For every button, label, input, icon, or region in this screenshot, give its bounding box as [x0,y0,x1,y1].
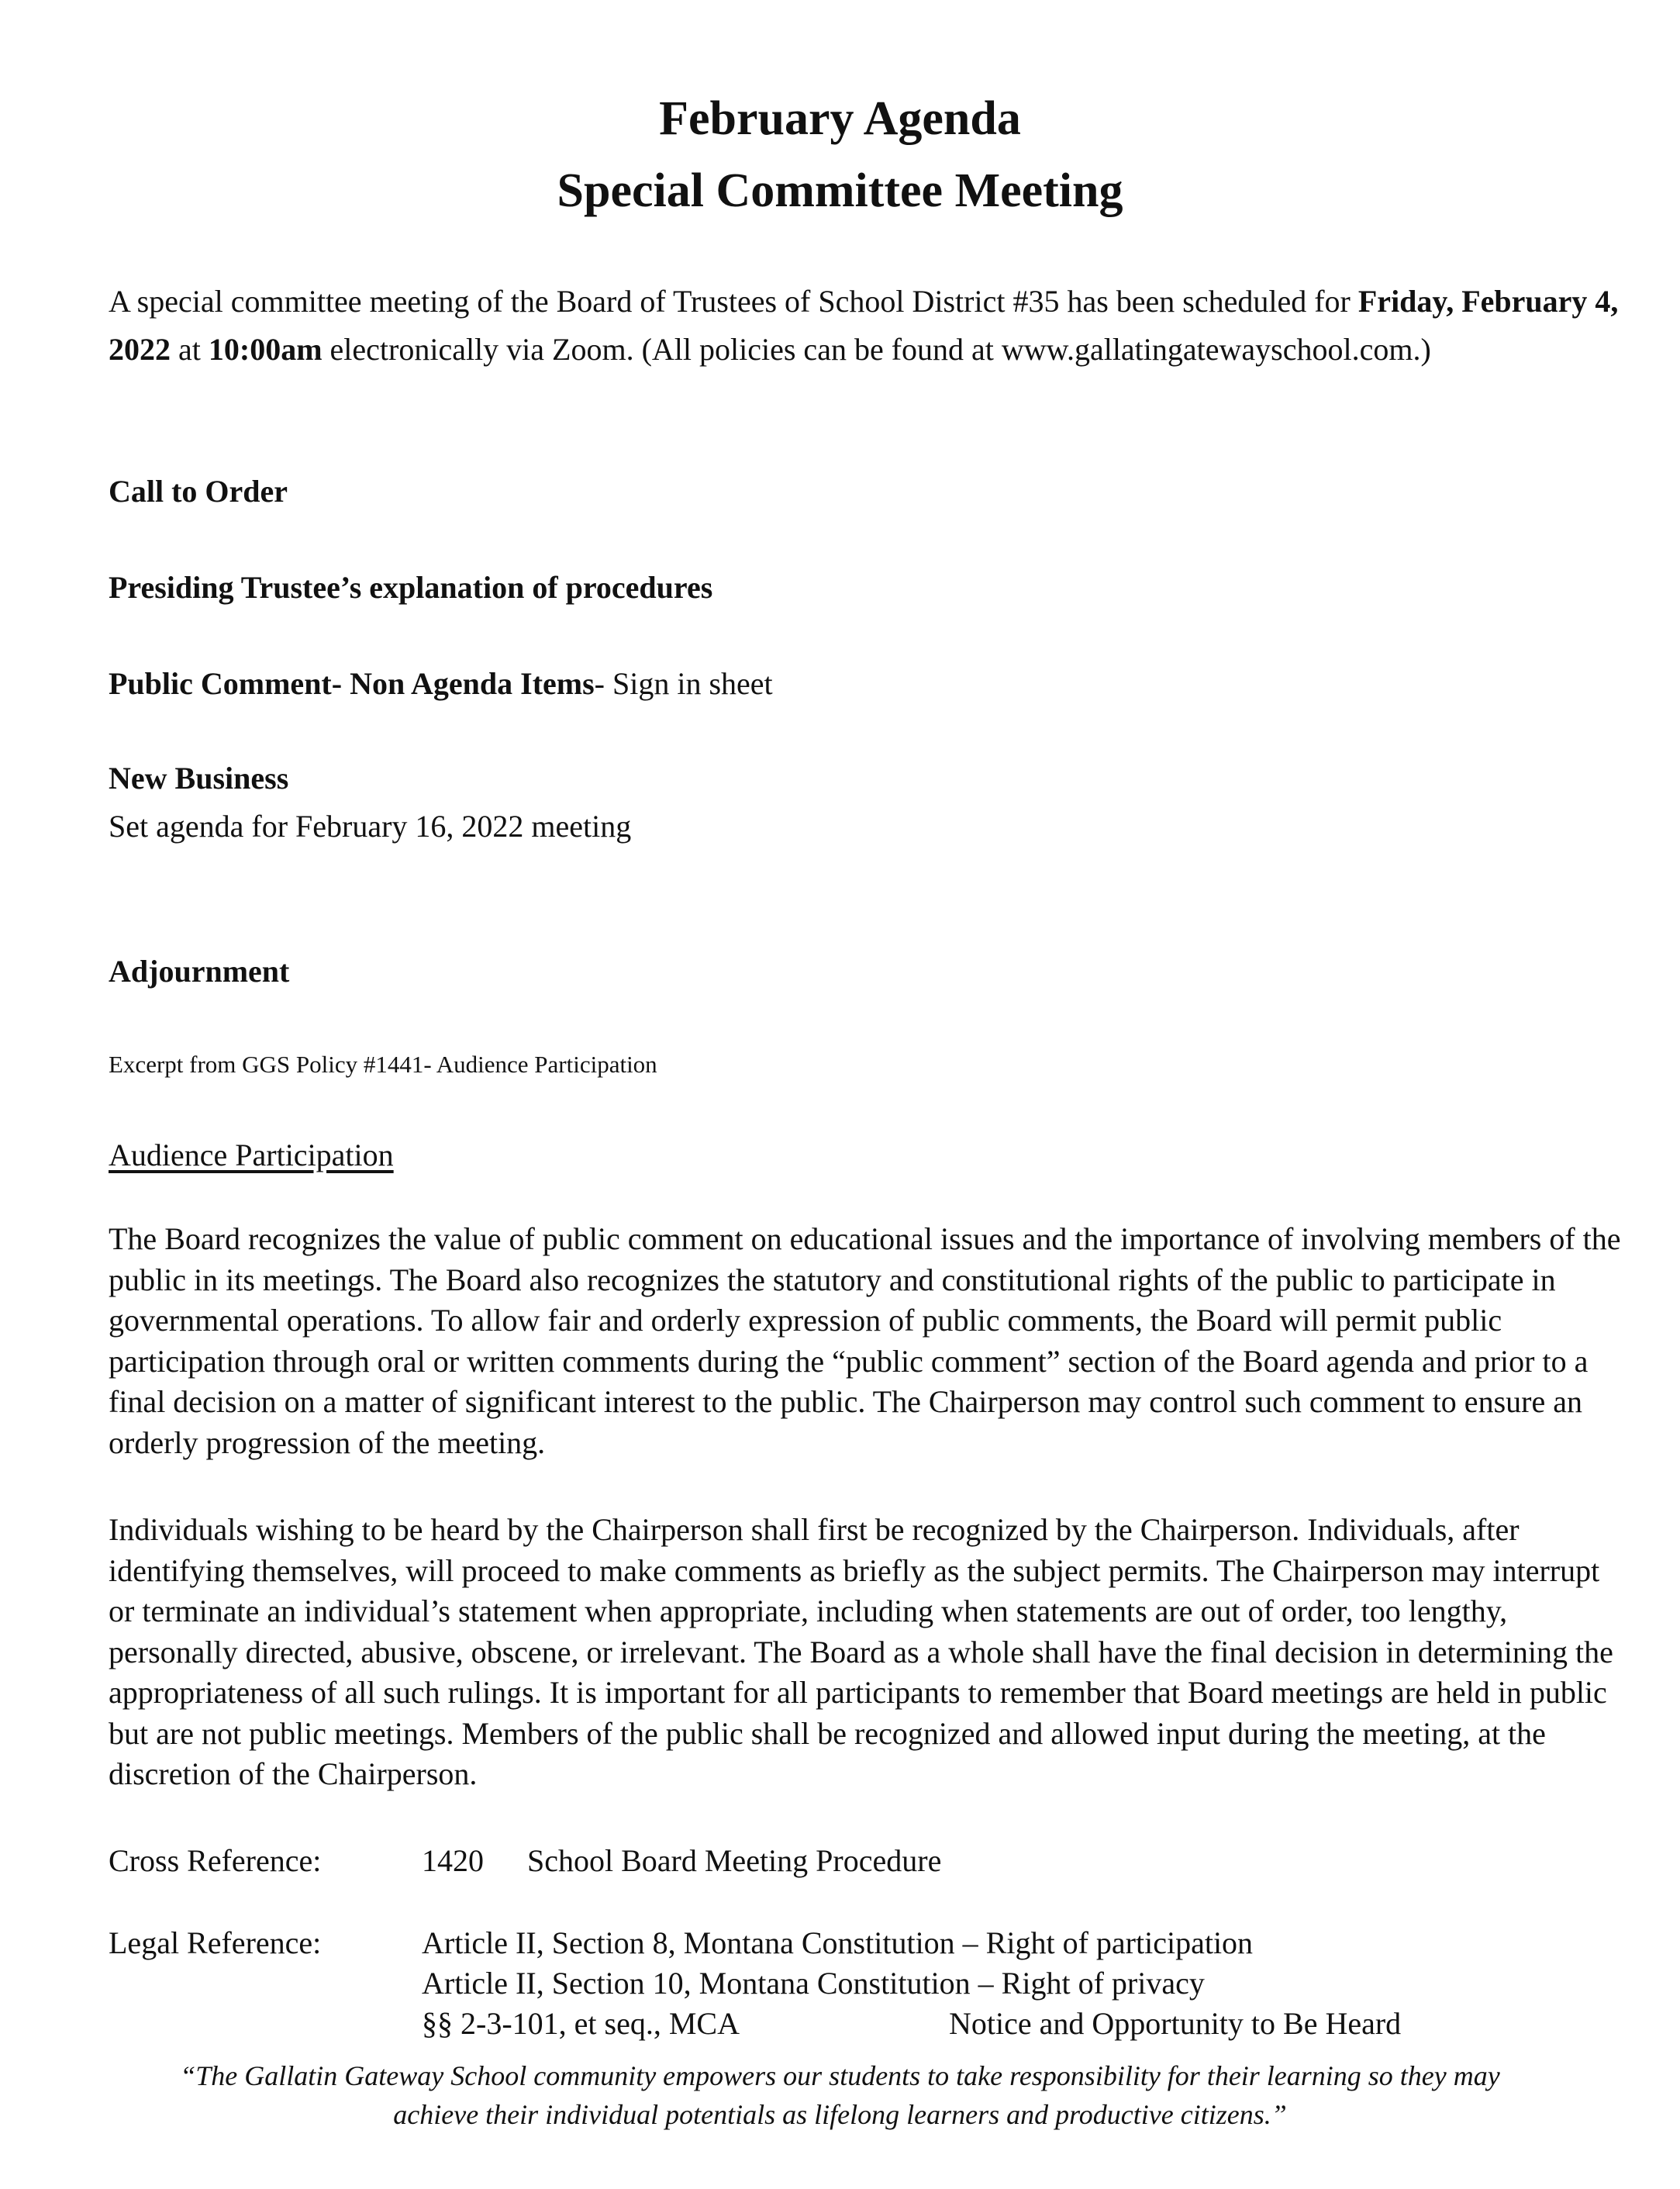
agenda-adjournment: Adjournment [109,954,290,989]
meeting-intro [109,278,1628,374]
page-title: February Agenda [659,92,1021,145]
legal-reference-item [422,2006,1402,2041]
cross-reference-number: 1420 [422,1843,484,1878]
intro-text-3: electronically via Zoom. (All policies can be found at www.gallatingatewayschool.com.) [322,332,1431,367]
policy-heading: Audience Participation [109,1138,394,1172]
agenda-call-to-order: Call to Order [109,474,288,509]
meeting-time: 10:00am [208,332,323,367]
school-motto-line-2: achieve their individual potentials as lifelong learners and productive citizens.” [393,2099,1287,2130]
agenda-new-business: New Business [109,761,289,796]
legal-reference-notice: Notice and Opportunity to Be Heard [949,2006,1402,2041]
cross-reference-label: Cross Reference: [109,1843,322,1878]
public-comment-heading: Public Comment- Non Agenda Items [109,666,595,701]
new-business-item: Set agenda for February 16, 2022 meeting [109,809,632,844]
legal-reference-item: Article II, Section 10, Montana Constitution – Right of privacy [422,1966,1205,2001]
public-comment-note: - Sign in sheet [594,666,773,701]
policy-paragraph-1: The Board recognizes the value of public comment on educational issues and the importance of involving members of the public in its meetings. The Board also recognizes the statutory and constitutional rights of the public to participate in governmental operations. To allow fair and orderly expression of public comments, the Board will permit public participation through oral or written comments during the “public comment” section of the Board agenda and prior to a final decision on a matter of significant interest to the public. The Chairperson may control such comment to ensure an orderly progression of the meeting. [109,1221,1621,1460]
legal-reference-item: Article II, Section 8, Montana Constitution – Right of participation [422,1925,1254,1960]
agenda-public-comment [109,668,773,699]
cross-reference-title: School Board Meeting Procedure [527,1843,942,1878]
intro-text-1: A special committee meeting of the Board of Trustees of School District #35 has been scheduled for [109,284,1358,319]
school-motto-line-1: “The Gallatin Gateway School community empowers our students to take responsibility for their learning so they may [180,2060,1500,2091]
page-subtitle: Special Committee Meeting [557,164,1123,217]
meeting-date: Friday, February 4, 2022 [109,284,1619,367]
legal-reference-label: Legal Reference: [109,1925,322,1960]
legal-reference-code: §§ 2-3-101, et seq., MCA [422,2006,740,2041]
policy-paragraph-2: Individuals wishing to be heard by the Chairperson shall first be recognized by the Chairperson. Individuals, after identifying themselves, will proceed to make comments as briefly as the subject permits. The Chairperson may interrupt or terminate an individual’s statement when appropriate, including when statements are out of order, too lengthy, personally directed, abusive, obscene, or irrelevant. The Board as a whole shall have the final decision in determining the appropriateness of all such rulings. It is important for all participants to remember that Board meetings are held in public but are not public meetings. Members of the public shall be recognized and allowed input during the meeting, at the discretion of the Chairperson. [109,1512,1613,1791]
policy-excerpt-note: Excerpt from GGS Policy #1441- Audience Participation [109,1051,657,1078]
agenda-presiding-trustee: Presiding Trustee’s explanation of procedures [109,570,713,605]
intro-text-2: at [171,332,209,367]
